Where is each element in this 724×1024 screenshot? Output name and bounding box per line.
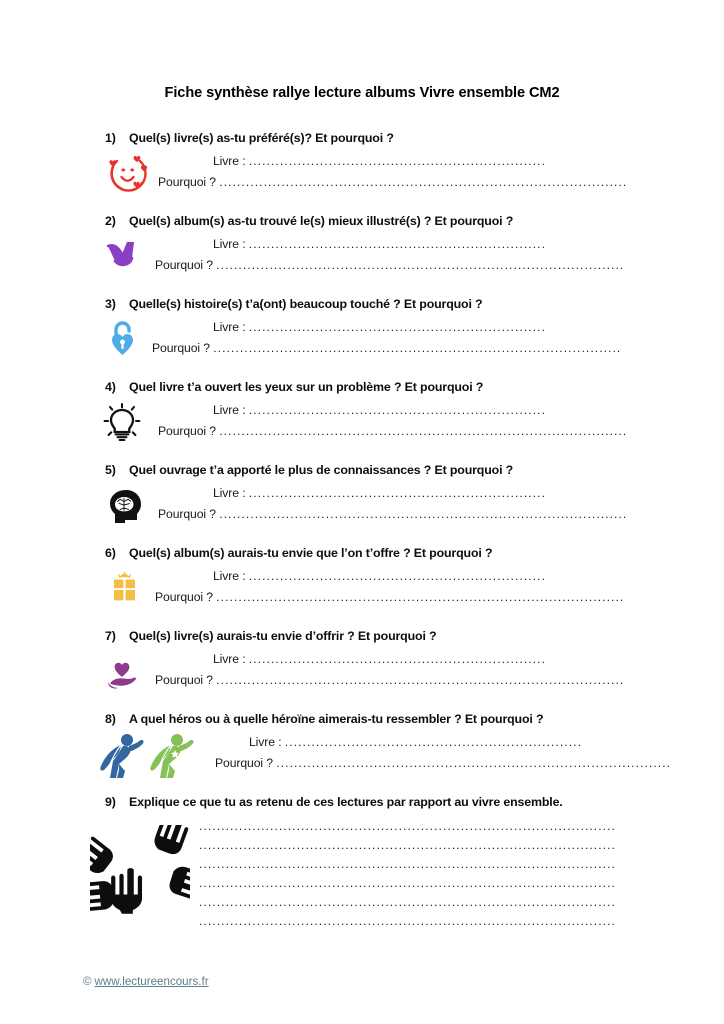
livre-line-4[interactable] <box>213 403 546 417</box>
question-text-5: Quel ouvrage t’a apporté le plus de connaissances ? Et pourquoi ? <box>129 463 514 477</box>
livre-line-8[interactable] <box>249 735 582 749</box>
question-number-1: 1) <box>105 131 116 145</box>
livre-dots-3: ................................................................... <box>248 320 547 334</box>
question-number-9: 9) <box>105 795 116 809</box>
pourquoi-label-8: Pourquoi ? <box>215 756 273 770</box>
question-text-1: Quel(s) livre(s) as-tu préféré(s)? Et pourquoi ? <box>129 131 394 145</box>
question-heading-7 <box>105 629 436 643</box>
question-text-7: Quel(s) livre(s) aurais-tu envie d’offrir ? Et pourquoi ? <box>129 629 437 643</box>
livre-dots-2: ................................................................... <box>248 237 547 251</box>
paintbrush-icon <box>100 234 158 280</box>
question-heading-4 <box>105 380 483 394</box>
pourquoi-dots-8: ......................................................................................... <box>276 756 672 770</box>
smiley-hearts-icon <box>100 151 158 197</box>
livre-dots-7: ................................................................... <box>248 652 547 666</box>
question-heading-1 <box>105 131 394 145</box>
pourquoi-label-5: Pourquoi ? <box>158 507 216 521</box>
pourquoi-line-2[interactable] <box>155 258 624 272</box>
livre-dots-4: ................................................................... <box>248 403 547 417</box>
pourquoi-label-2: Pourquoi ? <box>155 258 213 272</box>
pourquoi-line-7[interactable] <box>155 673 624 687</box>
pourquoi-dots-6: ............................................................................................ <box>216 590 625 604</box>
gift-box-icon <box>100 566 158 612</box>
footer-credit <box>83 975 209 988</box>
pourquoi-dots-2: ............................................................................................ <box>216 258 625 272</box>
question-heading-6 <box>105 546 492 560</box>
pourquoi-dots-4: ............................................................................................ <box>219 424 628 438</box>
question-number-4: 4) <box>105 380 116 394</box>
livre-dots-5: ................................................................... <box>248 486 547 500</box>
livre-line-5[interactable] <box>213 486 546 500</box>
livre-line-3[interactable] <box>213 320 546 334</box>
pourquoi-label-7: Pourquoi ? <box>155 673 213 687</box>
q9-answer-line-5[interactable]: .............................................................................................. <box>199 895 616 909</box>
pourquoi-line-4[interactable] <box>158 424 627 438</box>
question-number-5: 5) <box>105 463 116 477</box>
question-heading-2 <box>105 214 513 228</box>
livre-label-4: Livre : <box>213 403 246 417</box>
livre-dots-8: ................................................................... <box>284 735 583 749</box>
question-number-3: 3) <box>105 297 116 311</box>
pourquoi-dots-1: ............................................................................................ <box>219 175 628 189</box>
question-heading-8 <box>105 712 543 726</box>
hand-heart-icon <box>100 649 158 695</box>
livre-line-2[interactable] <box>213 237 546 251</box>
q9-answer-line-1[interactable]: .............................................................................................. <box>199 819 616 833</box>
livre-line-6[interactable] <box>213 569 546 583</box>
q9-answer-line-3[interactable]: .............................................................................................. <box>199 857 616 871</box>
livre-label-8: Livre : <box>249 735 282 749</box>
question-heading-5 <box>105 463 513 477</box>
pourquoi-label-4: Pourquoi ? <box>158 424 216 438</box>
pourquoi-label-6: Pourquoi ? <box>155 590 213 604</box>
pourquoi-line-6[interactable] <box>155 590 624 604</box>
q9-answer-line-4[interactable]: .............................................................................................. <box>199 876 616 890</box>
livre-label-2: Livre : <box>213 237 246 251</box>
pourquoi-dots-5: ............................................................................................ <box>219 507 628 521</box>
question-number-2: 2) <box>105 214 116 228</box>
pourquoi-label-3: Pourquoi ? <box>152 341 210 355</box>
hands-together-icon <box>90 825 190 930</box>
question-heading-9 <box>105 795 563 809</box>
superheroes-icon <box>97 728 217 784</box>
q9-answer-lines[interactable] <box>199 819 645 933</box>
heart-padlock-icon <box>100 317 158 363</box>
pourquoi-line-1[interactable] <box>158 175 627 189</box>
pourquoi-label-1: Pourquoi ? <box>158 175 216 189</box>
pourquoi-dots-3: ............................................................................................ <box>213 341 622 355</box>
question-text-3: Quelle(s) histoire(s) t’a(ont) beaucoup touché ? Et pourquoi ? <box>129 297 483 311</box>
question-text-6: Quel(s) album(s) aurais-tu envie que l’on t’offre ? Et pourquoi ? <box>129 546 493 560</box>
question-text-9: Explique ce que tu as retenu de ces lectures par rapport au vivre ensemble. <box>129 795 563 809</box>
website-url-link[interactable]: www.lectureencours.fr <box>94 975 209 988</box>
page-title: Fiche synthèse rallye lecture albums Vivre ensemble CM2 <box>164 85 560 101</box>
question-text-8: A quel héros ou à quelle héroïne aimerais-tu ressembler ? Et pourquoi ? <box>129 712 544 726</box>
copyright-icon: © <box>83 975 92 988</box>
livre-label-5: Livre : <box>213 486 246 500</box>
pourquoi-line-3[interactable] <box>152 341 621 355</box>
question-text-2: Quel(s) album(s) as-tu trouvé le(s) mieux illustré(s) ? Et pourquoi ? <box>129 214 514 228</box>
livre-label-6: Livre : <box>213 569 246 583</box>
question-text-4: Quel livre t’a ouvert les yeux sur un problème ? Et pourquoi ? <box>129 380 484 394</box>
question-number-6: 6) <box>105 546 116 560</box>
pourquoi-line-8[interactable] <box>215 756 671 770</box>
livre-line-7[interactable] <box>213 652 546 666</box>
head-brain-icon <box>100 483 158 529</box>
livre-dots-1: ................................................................... <box>248 154 547 168</box>
pourquoi-dots-7: ............................................................................................ <box>216 673 625 687</box>
question-number-7: 7) <box>105 629 116 643</box>
question-heading-3 <box>105 297 482 311</box>
question-number-8: 8) <box>105 712 116 726</box>
livre-label-7: Livre : <box>213 652 246 666</box>
livre-label-3: Livre : <box>213 320 246 334</box>
livre-dots-6: ................................................................... <box>248 569 547 583</box>
q9-answer-line-2[interactable]: .............................................................................................. <box>199 838 616 852</box>
q9-answer-line-6[interactable]: .............................................................................................. <box>199 914 616 928</box>
livre-line-1[interactable] <box>213 154 546 168</box>
livre-label-1: Livre : <box>213 154 246 168</box>
pourquoi-line-5[interactable] <box>158 507 627 521</box>
lightbulb-icon <box>100 400 158 446</box>
